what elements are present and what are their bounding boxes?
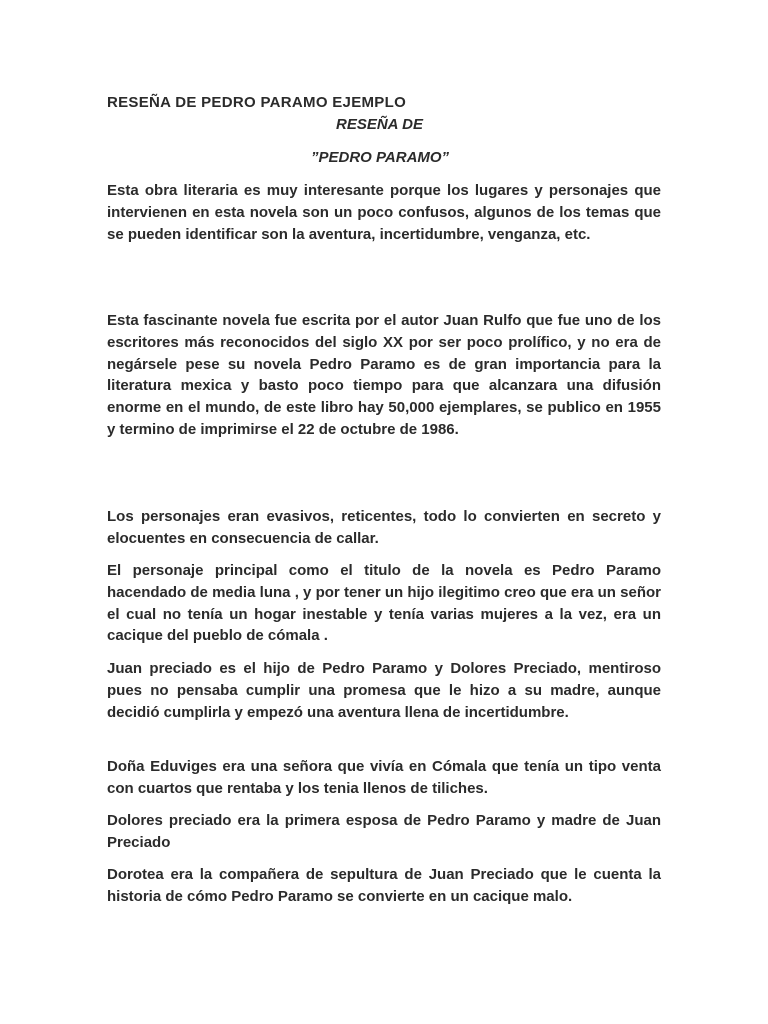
paragraph-dolores: Dolores preciado era la primera esposa de Pedro Paramo y madre de Juan Preciado — [107, 812, 661, 851]
paragraph-characters: Los personajes eran evasivos, reticentes, todo lo convierten en secreto y elocuentes en consecuencia de callar. — [107, 508, 661, 547]
paragraph-dorotea: Dorotea era la compañera de sepultura de Juan Preciado que le cuenta la historia de cómo Pedro Paramo se convierte en un cacique malo. — [107, 866, 661, 905]
paragraph-juan-preciado: Juan preciado es el hijo de Pedro Paramo y Dolores Preciado, mentiroso pues no pensaba cumplir una promesa que le hizo a su madre, aunque decidió cumplirla y empezó una aventura llena de incertidumbre. — [107, 660, 661, 721]
paragraph-author: Esta fascinante novela fue escrita por el autor Juan Rulfo que fue uno de los escritores más reconocidos del siglo XX por ser poco prolífico, y no era de negársele pese su novela Pedro Paramo es de gran importancia para la literatura mexica y basto poco tiempo para que alcanzara una difusión enorme en el mundo, de este libro hay 50,000 ejemplares, se publico en 1955 y termino de imprimirse el 22 de octubre de 1986. — [107, 312, 661, 438]
title-line-1: RESEÑA DE — [336, 116, 423, 133]
paragraph-eduviges: Doña Eduviges era una señora que vivía en Cómala que tenía un tipo venta con cuartos que rentaba y los tenia llenos de tiliches. — [107, 758, 661, 797]
paragraph-pedro-paramo: El personaje principal como el titulo de la novela es Pedro Paramo hacendado de media luna , y por tener un hijo ilegitimo creo que era un señor el cual no tenía un hogar inestable y tenía varias mujeres a la vez, era un cacique del pueblo de cómala . — [107, 562, 661, 645]
document-heading: RESEÑA DE PEDRO PARAMO EJEMPLO — [107, 94, 407, 111]
title-line-2: ”PEDRO PARAMO” — [311, 149, 450, 166]
paragraph-intro: Esta obra literaria es muy interesante porque los lugares y personajes que intervienen en esta novela son un poco confusos, algunos de los temas que se pueden identificar son la aventura, incertidumbre, venganza, etc. — [107, 182, 661, 243]
